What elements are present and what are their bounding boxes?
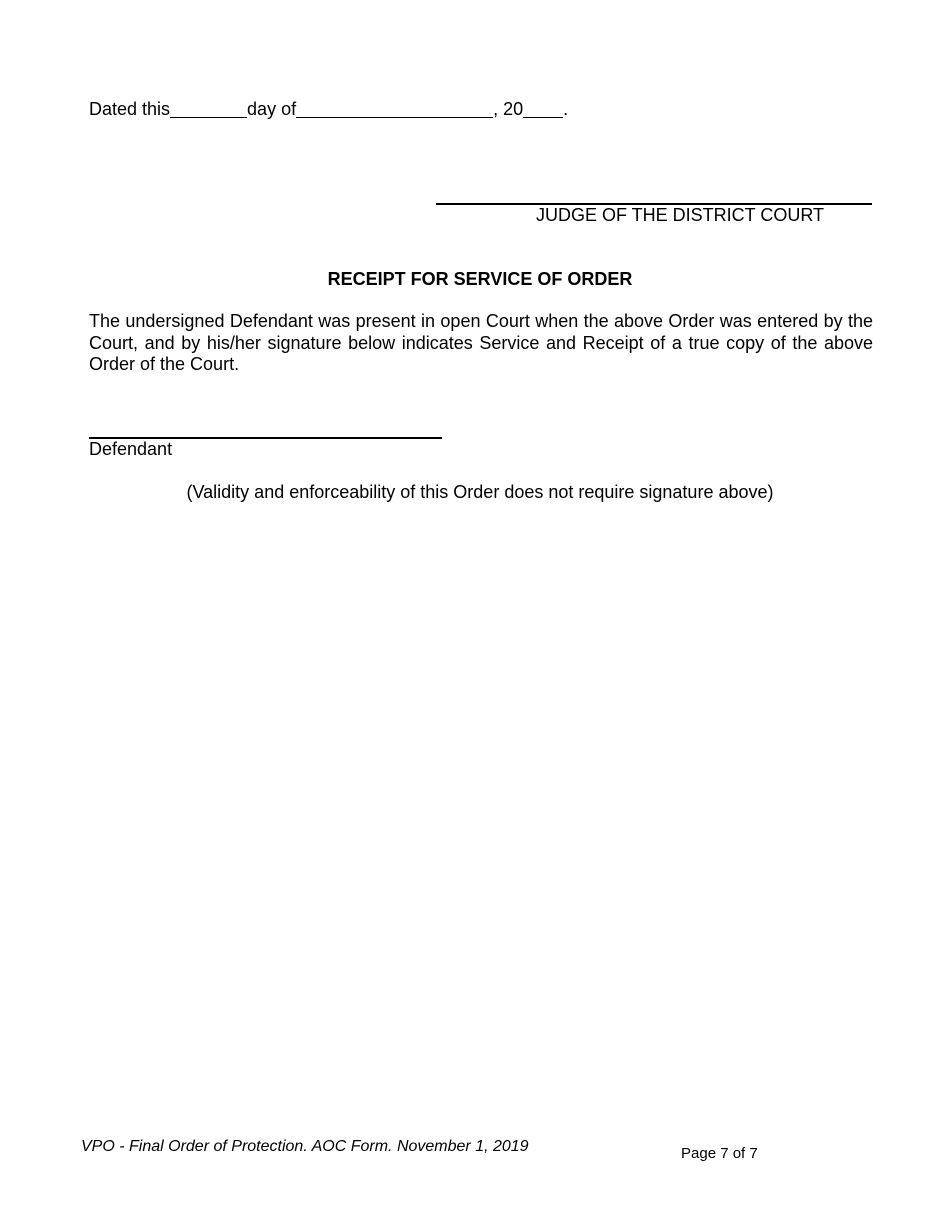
footer-form-name: VPO - Final Order of Protection. AOC Form. November 1, 2019 [81, 1138, 529, 1155]
validity-note: (Validity and enforceability of this Order does not require signature above) [186, 482, 774, 502]
year-prefix: , 20 [493, 99, 524, 119]
footer-page-number: Page 7 of 7 [681, 1145, 758, 1162]
receipt-title: RECEIPT FOR SERVICE OF ORDER [327, 269, 633, 289]
dated-prefix: Dated this [89, 99, 171, 119]
day-blank [170, 101, 247, 118]
day-of-label: day of [247, 99, 297, 119]
receipt-body: The undersigned Defendant was present in open Court when the above Order was entered by the Court, and by his/her signature below indicates Service and Receipt of a true copy of the above Order of the Court. [89, 311, 873, 374]
defendant-signature-label: Defendant [89, 439, 173, 459]
judge-signature-label: JUDGE OF THE DISTRICT COURT [536, 205, 825, 225]
dated-end: . [563, 99, 569, 119]
month-blank [296, 101, 493, 118]
dated-line [89, 98, 568, 120]
year-blank [523, 101, 563, 118]
